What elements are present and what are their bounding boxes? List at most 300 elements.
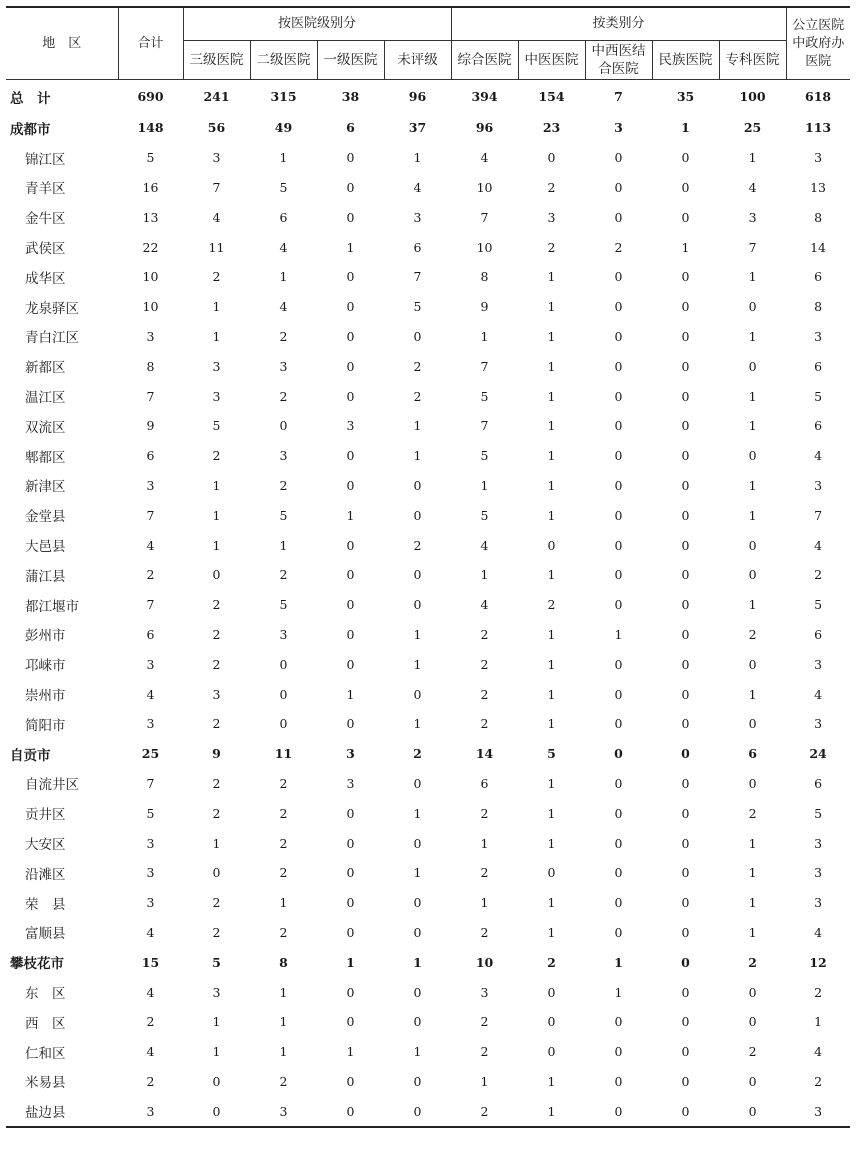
value-cell: 0 bbox=[614, 448, 623, 464]
value-cell: 1 bbox=[547, 686, 556, 702]
value-cell: 0 bbox=[413, 1073, 422, 1089]
value-cell: 0 bbox=[346, 567, 355, 583]
header-level-col: 三级医院 bbox=[183, 41, 250, 80]
value-cell: 3 bbox=[547, 209, 556, 225]
value-cell: 0 bbox=[279, 418, 288, 434]
district-row bbox=[6, 1007, 850, 1037]
value-cell: 3 bbox=[346, 746, 355, 762]
value-cell: 0 bbox=[614, 865, 623, 881]
value-cell: 1 bbox=[547, 328, 556, 344]
value-cell: 2 bbox=[480, 656, 489, 672]
value-cell: 3 bbox=[814, 865, 823, 881]
value-cell: 12 bbox=[809, 954, 827, 970]
value-cell: 0 bbox=[614, 209, 623, 225]
value-cell: 1 bbox=[346, 686, 355, 702]
value-cell: 3 bbox=[212, 984, 221, 1000]
value-cell: 2 bbox=[279, 477, 288, 493]
value-cell: 7 bbox=[614, 89, 623, 104]
value-cell: 0 bbox=[279, 716, 288, 732]
header-type-col: 专科医院 bbox=[719, 41, 786, 80]
value-cell: 0 bbox=[748, 1014, 757, 1030]
value-cell: 0 bbox=[614, 269, 623, 285]
value-cell: 0 bbox=[614, 895, 623, 911]
value-cell: 0 bbox=[346, 448, 355, 464]
region-name: 仁和区 bbox=[25, 1045, 66, 1062]
value-cell: 2 bbox=[212, 895, 221, 911]
value-cell: 1 bbox=[748, 597, 757, 613]
value-cell: 3 bbox=[814, 895, 823, 911]
value-cell: 0 bbox=[614, 656, 623, 672]
value-cell: 0 bbox=[346, 150, 355, 166]
value-cell: 1 bbox=[413, 865, 422, 881]
value-cell: 7 bbox=[413, 269, 422, 285]
value-cell: 1 bbox=[212, 328, 221, 344]
value-cell: 1 bbox=[279, 1014, 288, 1030]
value-cell: 2 bbox=[814, 984, 823, 1000]
value-cell: 1 bbox=[413, 656, 422, 672]
value-cell: 5 bbox=[480, 388, 489, 404]
value-cell: 4 bbox=[748, 179, 757, 195]
district-row bbox=[6, 173, 850, 203]
region-name: 自贡市 bbox=[10, 747, 51, 764]
region-name: 双流区 bbox=[25, 419, 66, 436]
value-cell: 0 bbox=[212, 1073, 221, 1089]
value-cell: 1 bbox=[748, 150, 757, 166]
value-cell: 2 bbox=[547, 597, 556, 613]
value-cell: 1 bbox=[413, 716, 422, 732]
value-cell: 0 bbox=[748, 567, 757, 583]
value-cell: 2 bbox=[146, 567, 155, 583]
value-cell: 0 bbox=[681, 835, 690, 851]
value-cell: 1 bbox=[547, 1103, 556, 1119]
value-cell: 0 bbox=[681, 865, 690, 881]
value-cell: 0 bbox=[681, 746, 690, 762]
value-cell: 0 bbox=[614, 1073, 623, 1089]
value-cell: 1 bbox=[480, 835, 489, 851]
value-cell: 4 bbox=[146, 924, 155, 940]
value-cell: 6 bbox=[814, 626, 823, 642]
value-cell: 3 bbox=[146, 835, 155, 851]
value-cell: 2 bbox=[413, 746, 422, 762]
value-cell: 2 bbox=[146, 1014, 155, 1030]
value-cell: 4 bbox=[814, 1044, 823, 1060]
region-name: 新都区 bbox=[25, 360, 66, 377]
value-cell: 0 bbox=[681, 626, 690, 642]
value-cell: 4 bbox=[279, 239, 288, 255]
value-cell: 1 bbox=[547, 626, 556, 642]
value-cell: 2 bbox=[748, 626, 757, 642]
value-cell: 0 bbox=[748, 358, 757, 374]
value-cell: 22 bbox=[142, 239, 159, 255]
value-cell: 0 bbox=[614, 805, 623, 821]
region-name: 攀枝花市 bbox=[10, 956, 64, 973]
value-cell: 0 bbox=[413, 567, 422, 583]
value-cell: 1 bbox=[547, 448, 556, 464]
value-cell: 2 bbox=[547, 954, 556, 970]
value-cell: 1 bbox=[279, 1044, 288, 1060]
value-cell: 0 bbox=[681, 448, 690, 464]
value-cell: 1 bbox=[547, 1073, 556, 1089]
value-cell: 0 bbox=[681, 507, 690, 523]
district-row bbox=[6, 530, 850, 560]
value-cell: 11 bbox=[274, 746, 293, 762]
value-cell: 5 bbox=[212, 954, 221, 970]
value-cell: 5 bbox=[480, 448, 489, 464]
value-cell: 4 bbox=[146, 984, 155, 1000]
value-cell: 394 bbox=[471, 89, 498, 104]
value-cell: 1 bbox=[614, 954, 623, 970]
value-cell: 2 bbox=[279, 388, 288, 404]
value-cell: 0 bbox=[614, 924, 623, 940]
district-row bbox=[6, 858, 850, 888]
value-cell: 6 bbox=[814, 358, 823, 374]
value-cell: 0 bbox=[748, 299, 757, 315]
value-cell: 2 bbox=[212, 269, 221, 285]
value-cell: 1 bbox=[748, 865, 757, 881]
value-cell: 7 bbox=[146, 597, 155, 613]
value-cell: 0 bbox=[748, 1073, 757, 1089]
region-name: 富顺县 bbox=[25, 926, 66, 943]
value-cell: 0 bbox=[681, 209, 690, 225]
value-cell: 0 bbox=[547, 1044, 556, 1060]
value-cell: 0 bbox=[413, 1014, 422, 1030]
value-cell: 7 bbox=[146, 507, 155, 523]
value-cell: 0 bbox=[614, 716, 623, 732]
region-name: 成都市 bbox=[10, 121, 51, 138]
value-cell: 0 bbox=[346, 179, 355, 195]
value-cell: 2 bbox=[480, 1103, 489, 1119]
value-cell: 1 bbox=[547, 418, 556, 434]
value-cell: 2 bbox=[279, 328, 288, 344]
value-cell: 13 bbox=[142, 209, 159, 225]
region-name: 崇州市 bbox=[25, 688, 66, 705]
value-cell: 0 bbox=[614, 179, 623, 195]
value-cell: 0 bbox=[614, 1014, 623, 1030]
value-cell: 2 bbox=[547, 239, 556, 255]
value-cell: 1 bbox=[547, 388, 556, 404]
value-cell: 1 bbox=[614, 984, 623, 1000]
value-cell: 1 bbox=[279, 150, 288, 166]
value-cell: 11 bbox=[208, 239, 225, 255]
value-cell: 0 bbox=[346, 656, 355, 672]
value-cell: 5 bbox=[146, 805, 155, 821]
value-cell: 3 bbox=[814, 1103, 823, 1119]
value-cell: 2 bbox=[814, 1073, 823, 1089]
value-cell: 154 bbox=[538, 89, 565, 104]
district-row bbox=[6, 769, 850, 799]
value-cell: 25 bbox=[743, 120, 762, 136]
value-cell: 3 bbox=[748, 209, 757, 225]
value-cell: 1 bbox=[413, 150, 422, 166]
region-name: 盐边县 bbox=[25, 1105, 66, 1122]
value-cell: 4 bbox=[814, 448, 823, 464]
value-cell: 2 bbox=[146, 1073, 155, 1089]
value-cell: 6 bbox=[814, 418, 823, 434]
value-cell: 315 bbox=[270, 89, 297, 104]
value-cell: 7 bbox=[146, 388, 155, 404]
value-cell: 0 bbox=[681, 328, 690, 344]
value-cell: 13 bbox=[810, 179, 827, 195]
value-cell: 0 bbox=[413, 835, 422, 851]
value-cell: 0 bbox=[346, 1014, 355, 1030]
value-cell: 1 bbox=[212, 835, 221, 851]
region-name: 温江区 bbox=[25, 390, 66, 407]
city-row bbox=[6, 947, 850, 977]
value-cell: 5 bbox=[814, 388, 823, 404]
district-row bbox=[6, 679, 850, 709]
region-name: 郫都区 bbox=[25, 449, 66, 466]
value-cell: 9 bbox=[146, 418, 155, 434]
region-name: 自流井区 bbox=[25, 777, 79, 794]
value-cell: 3 bbox=[279, 626, 288, 642]
value-cell: 0 bbox=[346, 1073, 355, 1089]
value-cell: 1 bbox=[614, 626, 623, 642]
value-cell: 0 bbox=[614, 328, 623, 344]
value-cell: 4 bbox=[146, 537, 155, 553]
value-cell: 14 bbox=[810, 239, 827, 255]
region-name: 青白江区 bbox=[25, 330, 79, 347]
district-row bbox=[6, 411, 850, 441]
value-cell: 1 bbox=[547, 477, 556, 493]
value-cell: 2 bbox=[480, 716, 489, 732]
value-cell: 6 bbox=[480, 775, 489, 791]
region-name: 邛崃市 bbox=[25, 658, 66, 675]
district-row bbox=[6, 471, 850, 501]
value-cell: 1 bbox=[212, 507, 221, 523]
value-cell: 2 bbox=[279, 775, 288, 791]
value-cell: 0 bbox=[614, 150, 623, 166]
value-cell: 3 bbox=[346, 418, 355, 434]
value-cell: 1 bbox=[413, 448, 422, 464]
district-row bbox=[6, 888, 850, 918]
value-cell: 1 bbox=[212, 1014, 221, 1030]
value-cell: 1 bbox=[346, 239, 355, 255]
value-cell: 3 bbox=[146, 1103, 155, 1119]
value-cell: 8 bbox=[279, 954, 288, 970]
value-cell: 38 bbox=[341, 89, 360, 104]
value-cell: 8 bbox=[814, 299, 823, 315]
value-cell: 4 bbox=[814, 686, 823, 702]
value-cell: 0 bbox=[346, 1103, 355, 1119]
value-cell: 4 bbox=[480, 597, 489, 613]
value-cell: 0 bbox=[748, 775, 757, 791]
header-type-col: 中医医院 bbox=[518, 41, 585, 80]
region-name: 西 区 bbox=[25, 1015, 66, 1032]
value-cell: 3 bbox=[279, 448, 288, 464]
value-cell: 0 bbox=[681, 1073, 690, 1089]
value-cell: 2 bbox=[480, 1014, 489, 1030]
value-cell: 2 bbox=[748, 1044, 757, 1060]
value-cell: 0 bbox=[279, 656, 288, 672]
value-cell: 3 bbox=[146, 328, 155, 344]
value-cell: 0 bbox=[681, 954, 690, 970]
value-cell: 1 bbox=[413, 626, 422, 642]
value-cell: 5 bbox=[146, 150, 155, 166]
value-cell: 2 bbox=[614, 239, 623, 255]
value-cell: 3 bbox=[146, 716, 155, 732]
value-cell: 2 bbox=[814, 567, 823, 583]
value-cell: 3 bbox=[212, 358, 221, 374]
value-cell: 2 bbox=[547, 179, 556, 195]
value-cell: 0 bbox=[614, 597, 623, 613]
value-cell: 2 bbox=[279, 1073, 288, 1089]
value-cell: 0 bbox=[279, 686, 288, 702]
value-cell: 0 bbox=[681, 686, 690, 702]
value-cell: 1 bbox=[212, 477, 221, 493]
value-cell: 3 bbox=[814, 835, 823, 851]
value-cell: 0 bbox=[346, 626, 355, 642]
header-total: 合计 bbox=[118, 7, 183, 80]
value-cell: 0 bbox=[748, 716, 757, 732]
value-cell: 10 bbox=[476, 239, 493, 255]
value-cell: 0 bbox=[681, 269, 690, 285]
value-cell: 0 bbox=[346, 477, 355, 493]
value-cell: 5 bbox=[480, 507, 489, 523]
value-cell: 4 bbox=[480, 150, 489, 166]
value-cell: 1 bbox=[748, 418, 757, 434]
district-row bbox=[6, 828, 850, 858]
district-row bbox=[6, 143, 850, 173]
value-cell: 0 bbox=[681, 597, 690, 613]
value-cell: 3 bbox=[146, 895, 155, 911]
value-cell: 0 bbox=[614, 388, 623, 404]
value-cell: 241 bbox=[203, 89, 230, 104]
district-row bbox=[6, 709, 850, 739]
value-cell: 148 bbox=[137, 120, 164, 136]
value-cell: 3 bbox=[212, 686, 221, 702]
value-cell: 0 bbox=[681, 1014, 690, 1030]
value-cell: 0 bbox=[346, 328, 355, 344]
value-cell: 49 bbox=[274, 120, 293, 136]
region-name: 沿滩区 bbox=[25, 866, 66, 883]
value-cell: 14 bbox=[475, 746, 494, 762]
value-cell: 0 bbox=[346, 269, 355, 285]
value-cell: 1 bbox=[547, 835, 556, 851]
header-type-col: 民族医院 bbox=[652, 41, 719, 80]
region-name: 总 计 bbox=[10, 90, 51, 107]
total-row bbox=[6, 80, 850, 114]
value-cell: 0 bbox=[681, 299, 690, 315]
value-cell: 0 bbox=[346, 358, 355, 374]
value-cell: 0 bbox=[346, 388, 355, 404]
value-cell: 0 bbox=[413, 924, 422, 940]
value-cell: 1 bbox=[547, 716, 556, 732]
value-cell: 8 bbox=[480, 269, 489, 285]
value-cell: 0 bbox=[212, 865, 221, 881]
value-cell: 690 bbox=[137, 89, 164, 104]
value-cell: 6 bbox=[146, 626, 155, 642]
district-row bbox=[6, 590, 850, 620]
value-cell: 4 bbox=[480, 537, 489, 553]
value-cell: 0 bbox=[614, 746, 623, 762]
value-cell: 5 bbox=[547, 746, 556, 762]
value-cell: 0 bbox=[346, 299, 355, 315]
value-cell: 0 bbox=[547, 865, 556, 881]
value-cell: 1 bbox=[212, 299, 221, 315]
value-cell: 0 bbox=[547, 1014, 556, 1030]
value-cell: 1 bbox=[480, 328, 489, 344]
header-by-level: 按医院级别分 bbox=[183, 7, 451, 41]
value-cell: 0 bbox=[413, 507, 422, 523]
value-cell: 4 bbox=[814, 537, 823, 553]
value-cell: 0 bbox=[614, 537, 623, 553]
region-name: 简阳市 bbox=[25, 717, 66, 734]
value-cell: 1 bbox=[547, 358, 556, 374]
district-row bbox=[6, 500, 850, 530]
value-cell: 0 bbox=[614, 775, 623, 791]
value-cell: 2 bbox=[212, 924, 221, 940]
district-row bbox=[6, 262, 850, 292]
value-cell: 9 bbox=[212, 746, 221, 762]
value-cell: 9 bbox=[480, 299, 489, 315]
value-cell: 2 bbox=[748, 954, 757, 970]
value-cell: 6 bbox=[413, 239, 422, 255]
region-name: 大安区 bbox=[25, 837, 66, 854]
value-cell: 3 bbox=[346, 775, 355, 791]
value-cell: 0 bbox=[681, 924, 690, 940]
value-cell: 4 bbox=[146, 686, 155, 702]
value-cell: 1 bbox=[413, 1044, 422, 1060]
value-cell: 10 bbox=[142, 269, 159, 285]
table-body bbox=[6, 80, 850, 1128]
district-row bbox=[6, 977, 850, 1007]
value-cell: 0 bbox=[614, 358, 623, 374]
region-name: 武侯区 bbox=[25, 241, 66, 258]
value-cell: 1 bbox=[279, 984, 288, 1000]
value-cell: 0 bbox=[413, 895, 422, 911]
value-cell: 2 bbox=[212, 597, 221, 613]
value-cell: 0 bbox=[681, 150, 690, 166]
district-row bbox=[6, 351, 850, 381]
value-cell: 0 bbox=[212, 567, 221, 583]
value-cell: 0 bbox=[614, 686, 623, 702]
value-cell: 0 bbox=[413, 477, 422, 493]
region-name: 米易县 bbox=[25, 1075, 66, 1092]
value-cell: 1 bbox=[748, 328, 757, 344]
value-cell: 7 bbox=[814, 507, 823, 523]
value-cell: 0 bbox=[614, 1044, 623, 1060]
value-cell: 0 bbox=[346, 597, 355, 613]
value-cell: 0 bbox=[212, 1103, 221, 1119]
value-cell: 1 bbox=[681, 239, 690, 255]
value-cell: 1 bbox=[547, 895, 556, 911]
value-cell: 1 bbox=[346, 507, 355, 523]
value-cell: 1 bbox=[748, 686, 757, 702]
district-row bbox=[6, 292, 850, 322]
value-cell: 7 bbox=[212, 179, 221, 195]
region-name: 蒲江县 bbox=[25, 568, 66, 585]
value-cell: 1 bbox=[279, 269, 288, 285]
value-cell: 7 bbox=[146, 775, 155, 791]
value-cell: 35 bbox=[676, 89, 695, 104]
value-cell: 5 bbox=[279, 507, 288, 523]
district-row bbox=[6, 649, 850, 679]
value-cell: 1 bbox=[480, 895, 489, 911]
value-cell: 1 bbox=[480, 477, 489, 493]
district-row bbox=[6, 560, 850, 590]
value-cell: 3 bbox=[814, 150, 823, 166]
header-level-col: 未评级 bbox=[384, 41, 451, 80]
value-cell: 0 bbox=[681, 656, 690, 672]
value-cell: 1 bbox=[748, 477, 757, 493]
value-cell: 1 bbox=[212, 1044, 221, 1060]
value-cell: 6 bbox=[146, 448, 155, 464]
value-cell: 24 bbox=[809, 746, 827, 762]
header-region: 地 区 bbox=[6, 7, 118, 80]
region-name: 大邑县 bbox=[25, 539, 66, 556]
header-public-gov: 公立医院中政府办医院 bbox=[786, 7, 850, 80]
value-cell: 0 bbox=[681, 418, 690, 434]
